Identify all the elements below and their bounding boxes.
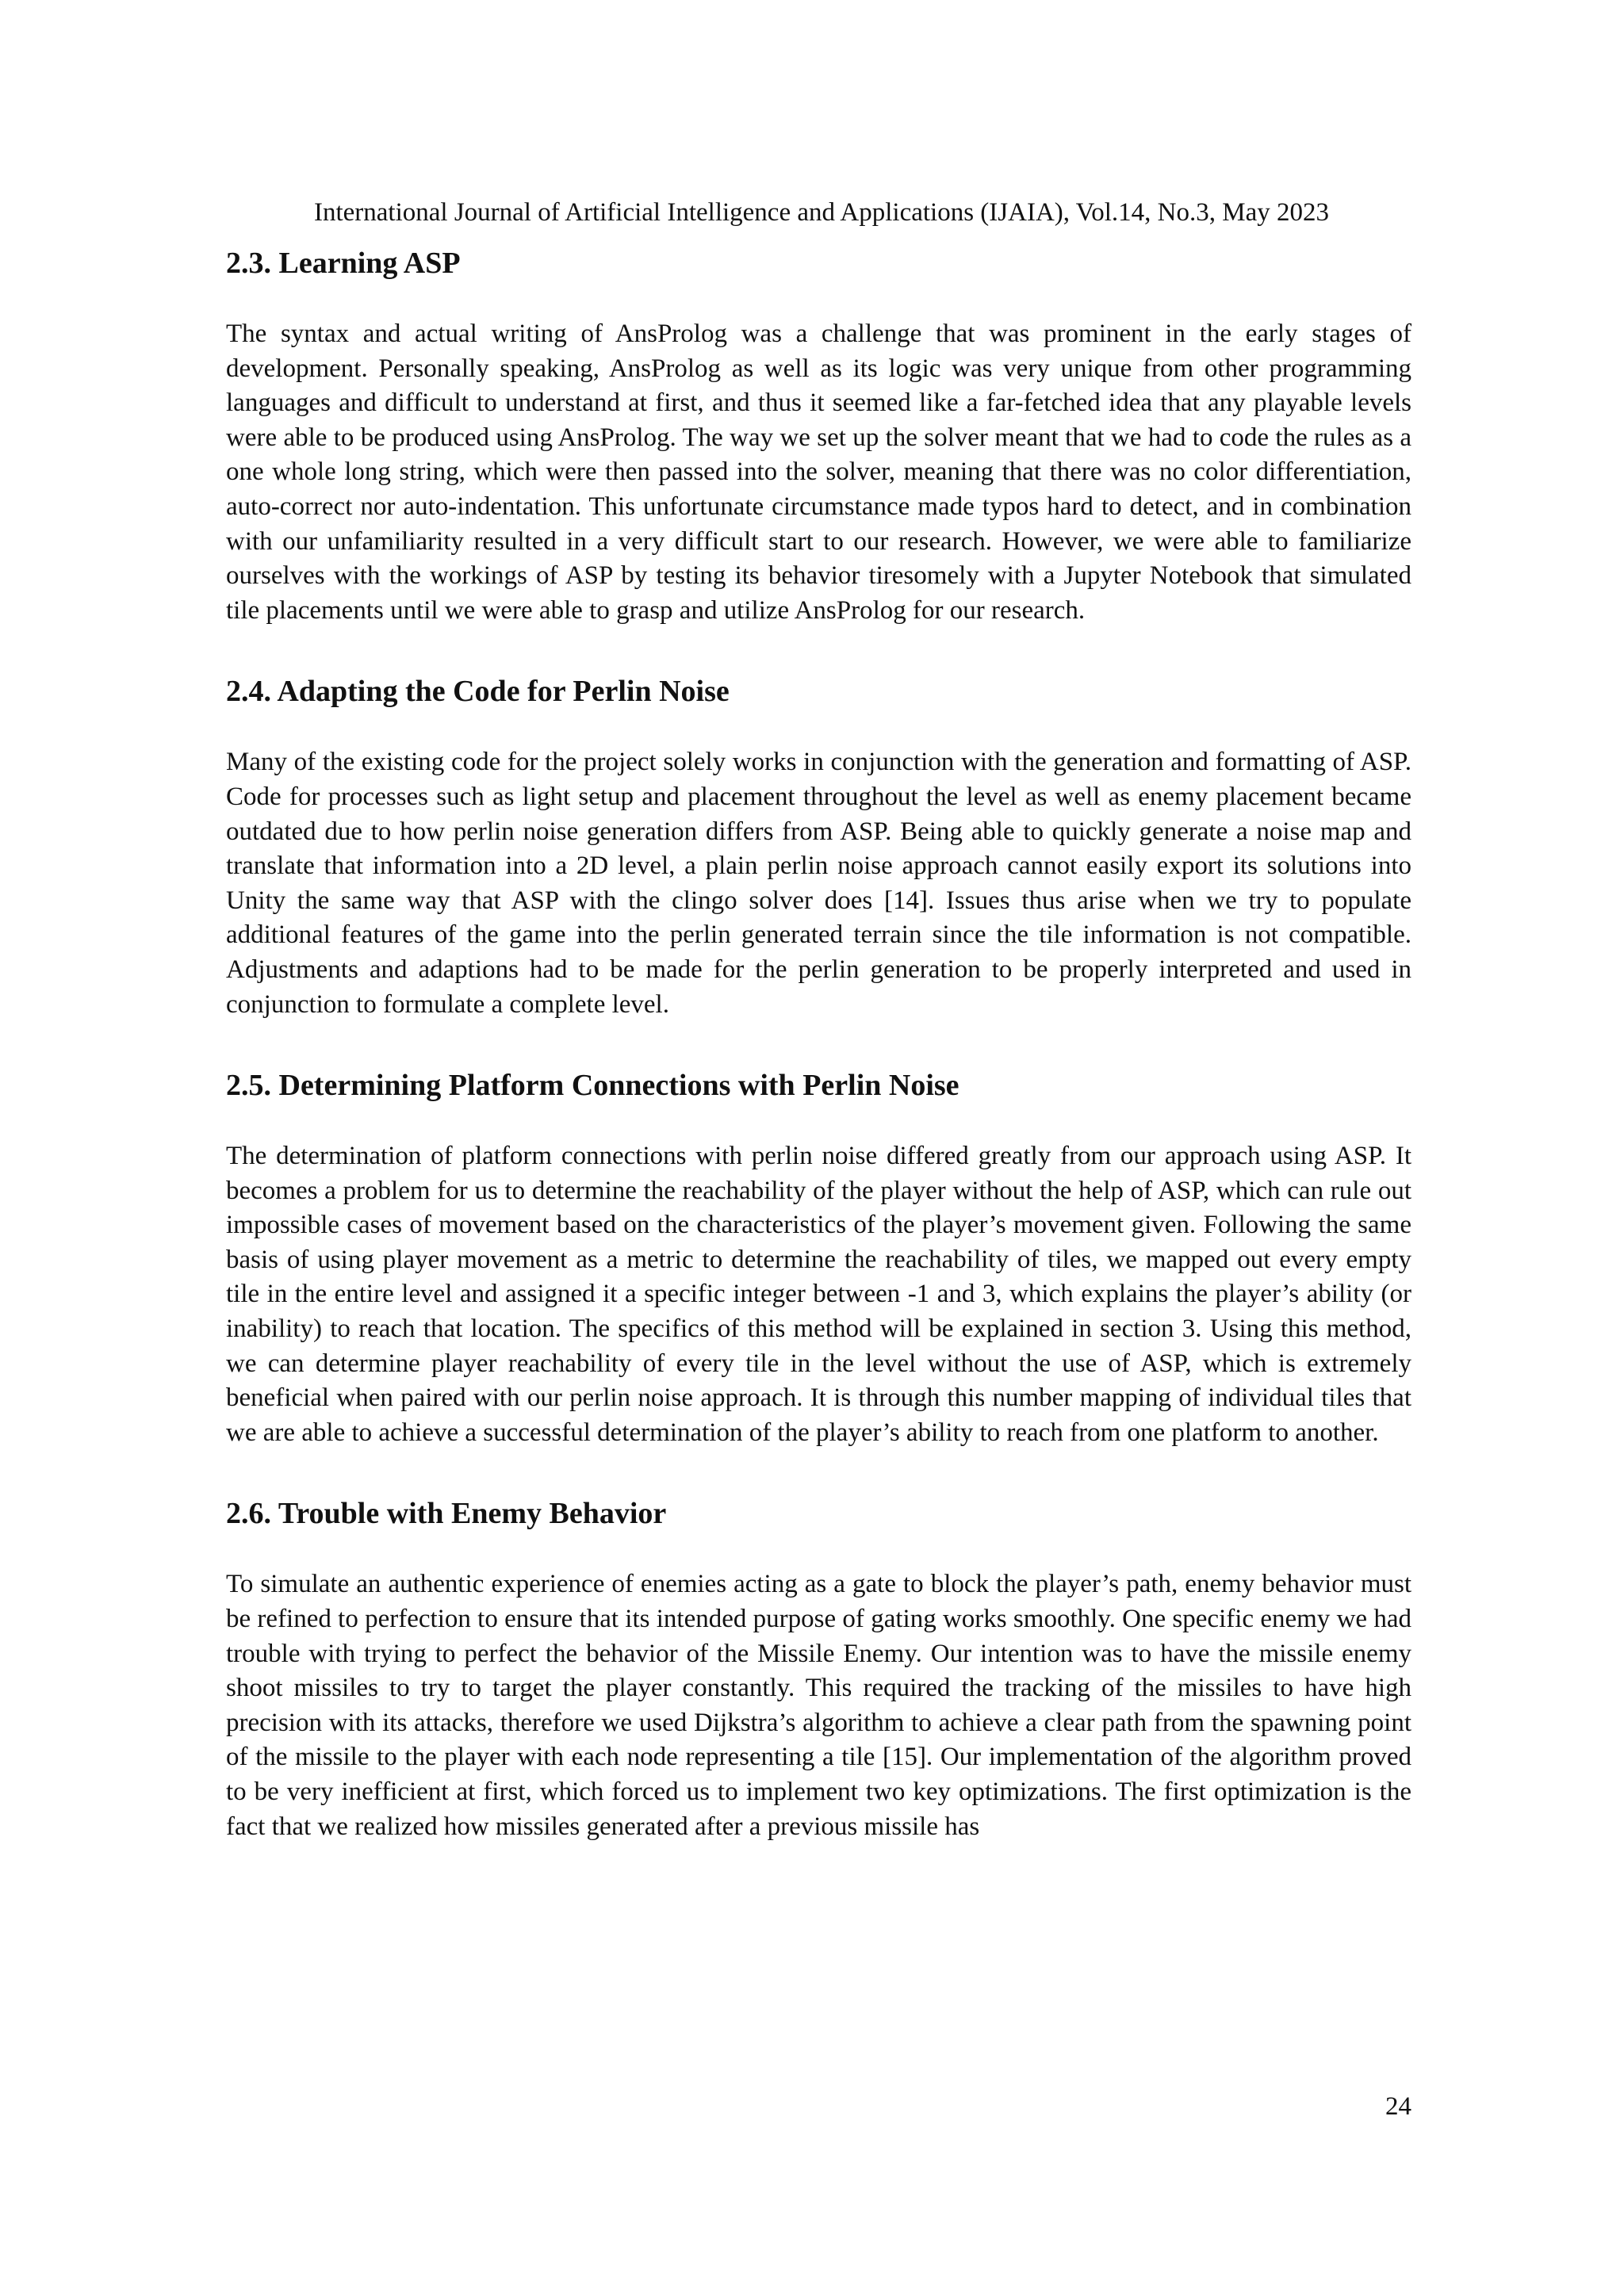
section-learning-asp — [226, 244, 1411, 628]
section-paragraph: The determination of platform connections with perlin noise differed greatly from our approach using ASP. It becomes a problem for us to determine the reachability of the player without the help of ASP, which can rule out impossible cases of movement based on the characteristics of the player’s movement given. Following the same basis of using player movement as a metric to determine the reachability of tiles, we mapped out every empty tile in the entire level and assigned it a specific integer between -1 and 3, which explains the player’s ability (or inability) to reach that location. The specifics of this method will be explained in section 3. Using this method, we can determine player reachability of every tile in the level without the use of ASP, which is extremely beneficial when paired with our perlin noise approach. It is through this number mapping of individual tiles that we are able to achieve a successful determination of the player’s ability to reach from one platform to another. — [226, 1142, 1411, 1447]
running-header: International Journal of Artificial Intelligence and Applications (IJAIA), Vol.14, No.3, May 2023 — [313, 198, 1329, 227]
section-heading: 2.5. Determining Platform Connections with Perlin Noise — [226, 1069, 959, 1103]
section-paragraph: To simulate an authentic experience of enemies acting as a gate to block the player’s path, enemy behavior must be refined to perfection to ensure that its intended purpose of gating works smoothly. One specific enemy we had trouble with trying to perfect the behavior of the Missile Enemy. Our intention was to have the missile enemy shoot missiles to try to target the player constantly. This required the tracking of the missiles to have high precision with its attacks, therefore we used Dijkstra’s algorithm to achieve a clear path from the spawning point of the missile to the player with each node representing a tile [15]. Our implementation of the algorithm proved to be very inefficient at first, which forced us to implement two key optimizations. The first optimization is the fact that we realized how missiles generated after a previous missile has — [226, 1570, 1411, 1841]
page-number: 24 — [1385, 2092, 1411, 2121]
section-heading: 2.4. Adapting the Code for Perlin Noise — [226, 675, 730, 709]
section-adapting-code — [226, 672, 1411, 1022]
section-enemy-behavior — [226, 1494, 1411, 1844]
section-platform-connections — [226, 1066, 1411, 1450]
section-paragraph: Many of the existing code for the project solely works in conjunction with the generation and formatting of ASP. Code for processes such as light setup and placement throughout the level as well as enemy placement became outdated due to how perlin noise generation differs from ASP. Being able to quickly generate a noise map and translate that information into a 2D level, a plain perlin noise approach cannot easily export its solutions into Unity the same way that ASP with the clingo solver does [14]. Issues thus arise when we try to populate additional features of the game into the perlin generated terrain since the tile information is not compatible. Adjustments and adaptions had to be made for the perlin generation to be properly interpreted and used in conjunction to formulate a complete level. — [226, 748, 1411, 1019]
section-paragraph: The syntax and actual writing of AnsProlog was a challenge that was prominent in the early stages of development. Personally speaking, AnsProlog as well as its logic was very unique from other programming languages and difficult to understand at first, and thus it seemed like a far-fetched idea that any playable levels were able to be produced using AnsProlog. The way we set up the solver meant that we had to code the rules as a one whole long string, which were then passed into the solver, meaning that there was no color differentiation, auto-correct nor auto-indentation. This unfortunate circumstance made typos hard to detect, and in combination with our unfamiliarity resulted in a very difficult start to our research. However, we were able to familiarize ourselves with the workings of ASP by testing its behavior tiresomely with a Jupyter Notebook that simulated tile placements until we were able to grasp and utilize AnsProlog for our research. — [226, 320, 1411, 625]
section-heading: 2.3. Learning ASP — [226, 247, 461, 280]
page-body — [226, 244, 1411, 1888]
section-heading: 2.6. Trouble with Enemy Behavior — [226, 1497, 667, 1531]
